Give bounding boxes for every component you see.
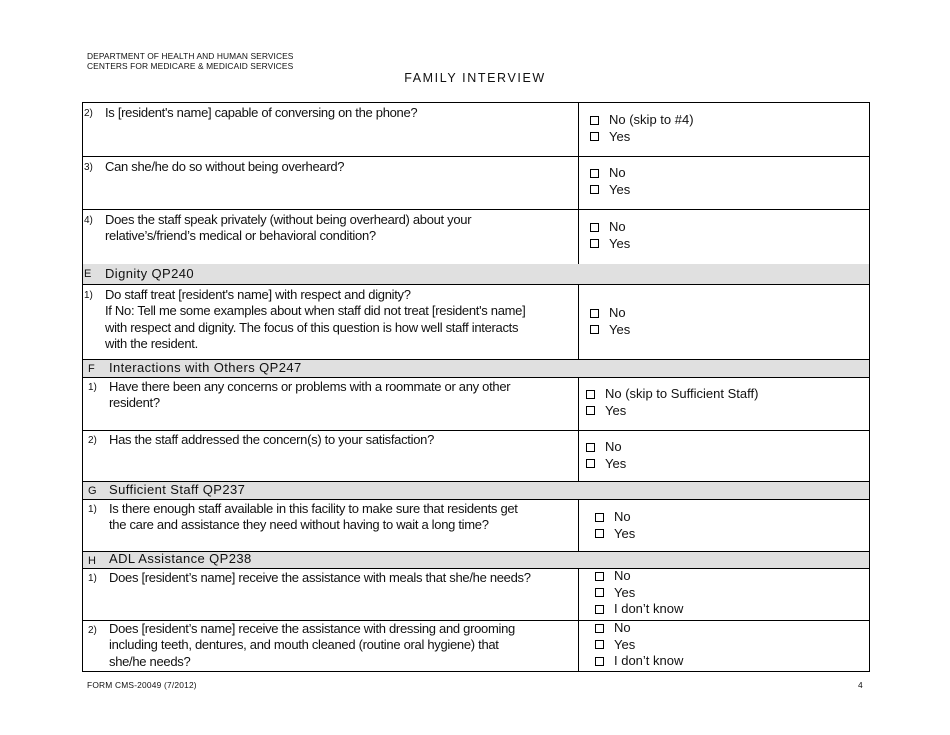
question-number: 1) bbox=[88, 504, 97, 515]
checkbox[interactable] bbox=[595, 605, 604, 614]
question-text: Is [resident's name] capable of conversing on the phone? bbox=[105, 105, 418, 120]
option-yes[interactable]: Yes bbox=[595, 585, 683, 602]
question-cell bbox=[83, 569, 579, 620]
option-no[interactable]: No bbox=[595, 568, 683, 585]
question-row bbox=[82, 378, 870, 431]
question-row bbox=[82, 569, 870, 621]
question-number: 1) bbox=[84, 290, 93, 301]
question-text: Have there been any concerns or problems with a roommate or any other resident? bbox=[109, 379, 511, 411]
checkbox[interactable] bbox=[590, 169, 599, 178]
question-cell bbox=[83, 431, 579, 481]
question-text: Does [resident’s name] receive the assistance with meals that she/he needs? bbox=[109, 570, 531, 585]
answer-options bbox=[590, 112, 694, 145]
question-number: 2) bbox=[88, 435, 97, 446]
checkbox[interactable] bbox=[595, 588, 604, 597]
question-number: 4) bbox=[84, 215, 93, 226]
question-cell bbox=[83, 621, 579, 671]
checkbox[interactable] bbox=[586, 443, 595, 452]
checkbox[interactable] bbox=[590, 185, 599, 194]
option-yes[interactable]: Yes bbox=[590, 322, 630, 339]
question-text: Is there enough staff available in this facility to make sure that residents get the care and assistance they need without having to wait a long time? bbox=[109, 501, 518, 533]
agency-line-1: DEPARTMENT OF HEALTH AND HUMAN SERVICES bbox=[87, 51, 294, 61]
question-number: 2) bbox=[88, 625, 97, 636]
section-letter: E bbox=[84, 268, 92, 280]
question-text: Can she/he do so without being overheard? bbox=[105, 159, 345, 174]
interview-table bbox=[82, 102, 870, 672]
section-header-dignity bbox=[82, 264, 870, 285]
checkbox[interactable] bbox=[595, 529, 604, 538]
question-text: Has the staff addressed the concern(s) to your satisfaction? bbox=[109, 432, 434, 447]
section-letter: H bbox=[88, 555, 96, 567]
checkbox[interactable] bbox=[590, 116, 599, 125]
question-number: 3) bbox=[84, 162, 93, 173]
option-yes[interactable]: Yes bbox=[590, 129, 694, 146]
page-number: 4 bbox=[858, 680, 863, 690]
checkbox[interactable] bbox=[595, 624, 604, 633]
answer-options bbox=[586, 386, 758, 419]
answer-options bbox=[595, 620, 683, 670]
option-no[interactable]: No bbox=[590, 305, 630, 322]
question-number: 2) bbox=[84, 108, 93, 119]
question-row bbox=[82, 285, 870, 360]
question-text: Do staff treat [resident's name] with respect and dignity? If No: Tell me some examples about when staff did not treat [resident's name] with respect and dignity. The focus of this question is how well staff interacts with the resident. bbox=[105, 287, 526, 351]
checkbox[interactable] bbox=[590, 223, 599, 232]
option-yes[interactable]: Yes bbox=[586, 403, 758, 420]
answer-options bbox=[590, 165, 630, 198]
question-cell bbox=[83, 285, 579, 359]
checkbox[interactable] bbox=[590, 132, 599, 141]
checkbox[interactable] bbox=[595, 657, 604, 666]
question-row bbox=[82, 500, 870, 552]
checkbox[interactable] bbox=[586, 459, 595, 468]
option-no[interactable]: No bbox=[595, 620, 683, 637]
question-row bbox=[82, 210, 870, 264]
answer-options bbox=[586, 439, 626, 472]
question-text: Does the staff speak privately (without being overheard) about your relative’s/friend’s medical or behavioral condition? bbox=[105, 212, 472, 244]
section-title: Dignity QP240 bbox=[105, 266, 195, 281]
section-header-interactions bbox=[82, 360, 870, 378]
checkbox[interactable] bbox=[595, 513, 604, 522]
page-title: FAMILY INTERVIEW bbox=[404, 71, 546, 85]
question-cell bbox=[83, 103, 579, 156]
option-dont-know[interactable]: I don’t know bbox=[595, 601, 683, 618]
answer-options bbox=[595, 568, 683, 618]
option-no-skip[interactable]: No (skip to #4) bbox=[590, 112, 694, 129]
section-header-sufficient-staff bbox=[82, 482, 870, 500]
section-letter: G bbox=[88, 485, 97, 497]
question-cell bbox=[83, 378, 579, 430]
option-no[interactable]: No bbox=[586, 439, 626, 456]
form-identifier: FORM CMS-20049 (7/2012) bbox=[87, 680, 197, 690]
question-row bbox=[82, 103, 870, 157]
question-row bbox=[82, 431, 870, 482]
option-no[interactable]: No bbox=[595, 509, 635, 526]
option-dont-know[interactable]: I don’t know bbox=[595, 653, 683, 670]
question-cell bbox=[83, 210, 579, 264]
checkbox[interactable] bbox=[590, 309, 599, 318]
agency-line-2: CENTERS FOR MEDICARE & MEDICAID SERVICES bbox=[87, 61, 294, 71]
question-row bbox=[82, 157, 870, 210]
option-yes[interactable]: Yes bbox=[586, 456, 626, 473]
question-cell bbox=[83, 500, 579, 551]
checkbox[interactable] bbox=[595, 640, 604, 649]
question-number: 1) bbox=[88, 382, 97, 393]
checkbox[interactable] bbox=[590, 239, 599, 248]
option-yes[interactable]: Yes bbox=[595, 637, 683, 654]
section-letter: F bbox=[88, 363, 95, 375]
checkbox[interactable] bbox=[586, 390, 595, 399]
question-row bbox=[82, 621, 870, 672]
section-title: ADL Assistance QP238 bbox=[109, 551, 252, 566]
answer-options bbox=[590, 305, 630, 338]
section-header-adl-assistance bbox=[82, 552, 870, 569]
option-no[interactable]: No bbox=[590, 219, 630, 236]
option-yes[interactable]: Yes bbox=[590, 236, 630, 253]
option-no[interactable]: No bbox=[590, 165, 630, 182]
section-title: Interactions with Others QP247 bbox=[109, 360, 302, 375]
agency-header bbox=[87, 51, 293, 71]
option-yes[interactable]: Yes bbox=[595, 526, 635, 543]
question-number: 1) bbox=[88, 573, 97, 584]
checkbox[interactable] bbox=[595, 572, 604, 581]
section-title: Sufficient Staff QP237 bbox=[109, 482, 246, 497]
question-cell bbox=[83, 157, 579, 209]
checkbox[interactable] bbox=[586, 406, 595, 415]
answer-options bbox=[590, 219, 630, 252]
option-yes[interactable]: Yes bbox=[590, 182, 630, 199]
option-no-skip[interactable]: No (skip to Sufficient Staff) bbox=[586, 386, 758, 403]
checkbox[interactable] bbox=[590, 325, 599, 334]
question-text: Does [resident’s name] receive the assistance with dressing and grooming including teeth, dentures, and mouth cleaned (routine oral hygiene) that she/he needs? bbox=[109, 621, 515, 669]
answer-options bbox=[595, 509, 635, 542]
